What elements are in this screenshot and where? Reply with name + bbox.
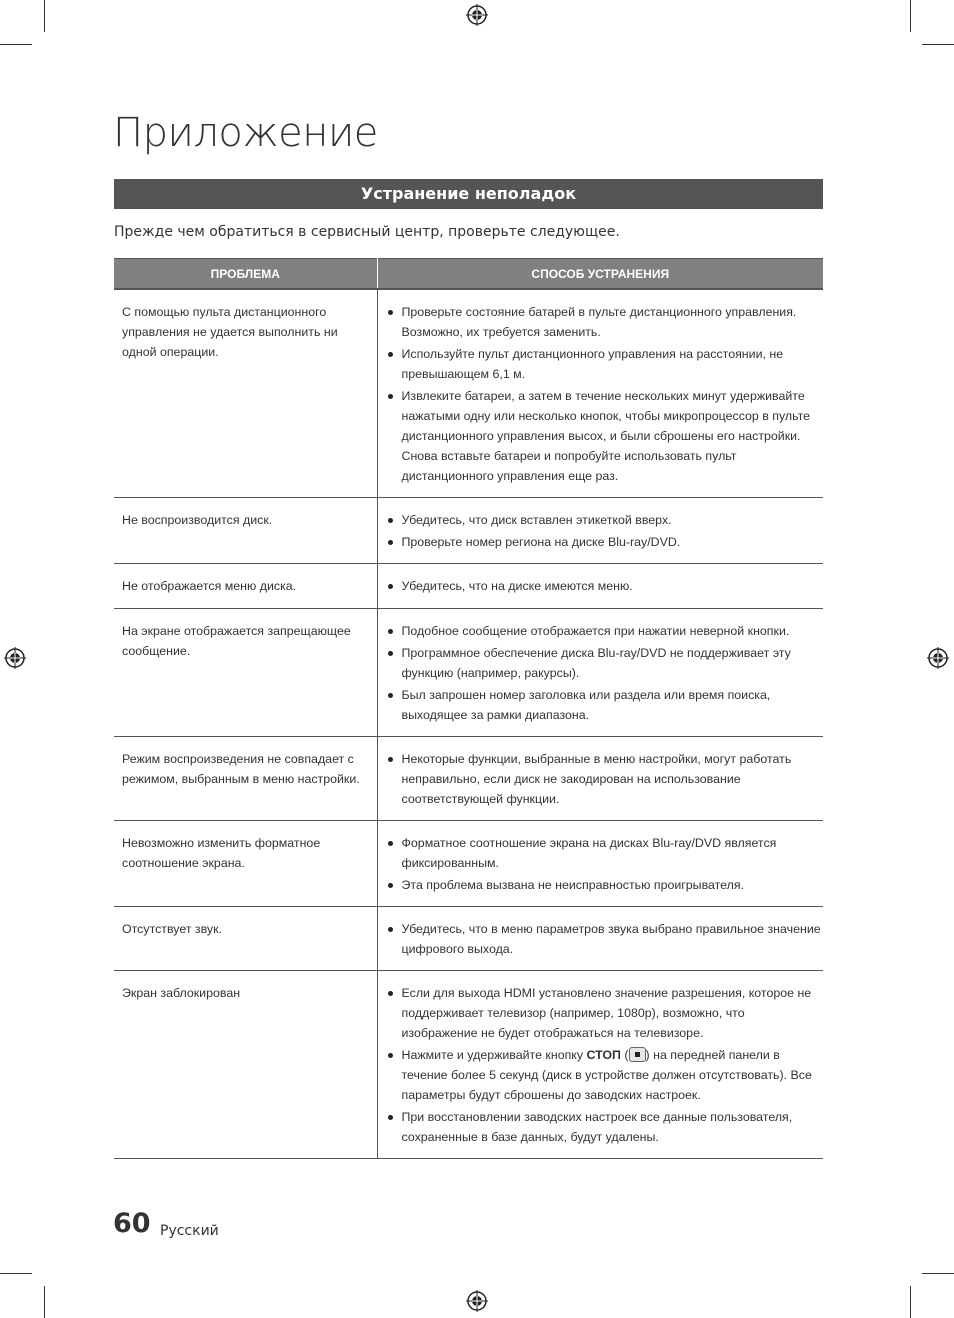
solution-item: Убедитесь, что диск вставлен этикеткой вверх. [386,510,822,530]
solution-cell [377,737,823,821]
crop-mark [910,1286,911,1318]
solution-item: Программное обеспечение диска Blu-ray/DVD не поддерживает эту функцию (например, ракурсы). [386,643,822,683]
solution-list [386,576,822,596]
solution-list [386,833,822,895]
solution-item: Если для выхода HDMI установлено значение разрешения, которое не поддерживает телевизор (например, 1080p), возможно, что изображение не будет отображаться на телевизоре. [386,983,822,1043]
solution-cell [377,971,823,1159]
solution-cell [377,498,823,564]
solution-cell [377,289,823,498]
solution-item: Был запрошен номер заголовка или раздела или время поиска, выходящее за рамки диапазона. [386,685,822,725]
crop-mark [910,0,911,32]
solution-item: Подобное сообщение отображается при нажатии неверной кнопки. [386,621,822,641]
table-row [114,821,823,907]
solution-item: Убедитесь, что на диске имеются меню. [386,576,822,596]
solution-list [386,749,822,809]
page-title: Приложение [113,110,378,156]
section-heading: Устранение неполадок [114,179,823,209]
crop-mark [0,44,32,45]
intro-text: Прежде чем обратиться в сервисный центр, проверьте следующее. [114,224,620,240]
page-number: 60 [113,1208,151,1239]
troubleshooting-table [114,258,823,1159]
solution-text: ) на передней панели в течение более 5 секунд (диск в устройстве должен отсутствовать). Все параметры будут сброшены до заводских настроек. [401,1048,812,1102]
page-language: Русский [160,1223,219,1239]
crop-mark [44,1286,45,1318]
solution-text: ( [620,1048,629,1062]
table-row [114,971,823,1159]
solution-cell [377,821,823,907]
column-header-problem: ПРОБЛЕМА [114,259,377,290]
crop-mark [922,44,954,45]
solution-cell [377,564,823,609]
solution-item [386,1045,822,1105]
stop-button-icon [629,1047,646,1062]
table-row [114,609,823,737]
solution-item: Проверьте номер региона на диске Blu-ray/DVD. [386,532,822,552]
solution-cell [377,907,823,971]
table-row [114,564,823,609]
solution-item: Используйте пульт дистанционного управления на расстоянии, не превышающем 6,1 м. [386,344,822,384]
solution-list [386,919,822,959]
stop-button-label: СТОП [586,1048,621,1062]
registration-mark-icon [466,1290,488,1312]
solution-list [386,983,822,1147]
table-row [114,907,823,971]
crop-mark [922,1273,954,1274]
problem-cell: Отсутствует звук. [114,907,377,971]
solution-item: Эта проблема вызвана не неисправностью проигрывателя. [386,875,822,895]
solution-cell [377,609,823,737]
table-row [114,498,823,564]
problem-cell: Режим воспроизведения не совпадает с режимом, выбранным в меню настройки. [114,737,377,821]
solution-item: Проверьте состояние батарей в пульте дистанционного управления. Возможно, их требуется заменить. [386,302,822,342]
solution-list [386,510,822,552]
problem-cell: С помощью пульта дистанционного управления не удается выполнить ни одной операции. [114,289,377,498]
problem-cell: Не отображается меню диска. [114,564,377,609]
solution-item: При восстановлении заводских настроек все данные пользователя, сохраненные в базе данных, будут удалены. [386,1107,822,1147]
solution-item: Некоторые функции, выбранные в меню настройки, могут работать неправильно, если диск не закодирован на использование соответствующей функции. [386,749,822,809]
table-header-row [114,259,823,290]
crop-mark [44,0,45,32]
column-header-solution: СПОСОБ УСТРАНЕНИЯ [377,259,823,290]
solution-list [386,621,822,725]
solution-item: Форматное соотношение экрана на дисках Blu-ray/DVD является фиксированным. [386,833,822,873]
registration-mark-icon [4,647,26,669]
problem-cell: Невозможно изменить форматное соотношение экрана. [114,821,377,907]
solution-text: Нажмите и удерживайте кнопку [401,1048,587,1062]
solution-item: Убедитесь, что в меню параметров звука выбрано правильное значение цифрового выхода. [386,919,822,959]
problem-cell: Экран заблокирован [114,971,377,1159]
solution-list [386,302,822,486]
registration-mark-icon [927,647,949,669]
problem-cell: На экране отображается запрещающее сообщение. [114,609,377,737]
table-row [114,737,823,821]
registration-mark-icon [466,4,488,26]
problem-cell: Не воспроизводится диск. [114,498,377,564]
solution-item: Извлеките батареи, а затем в течение нескольких минут удерживайте нажатыми одну или несколько кнопок, чтобы микропроцессор в пульте дистанционного управления высох, и были сброшены его настройки. Снова вставьте батареи и попробуйте использовать пульт дистанционного управления еще раз. [386,386,822,486]
crop-mark [0,1273,32,1274]
table-row [114,289,823,498]
